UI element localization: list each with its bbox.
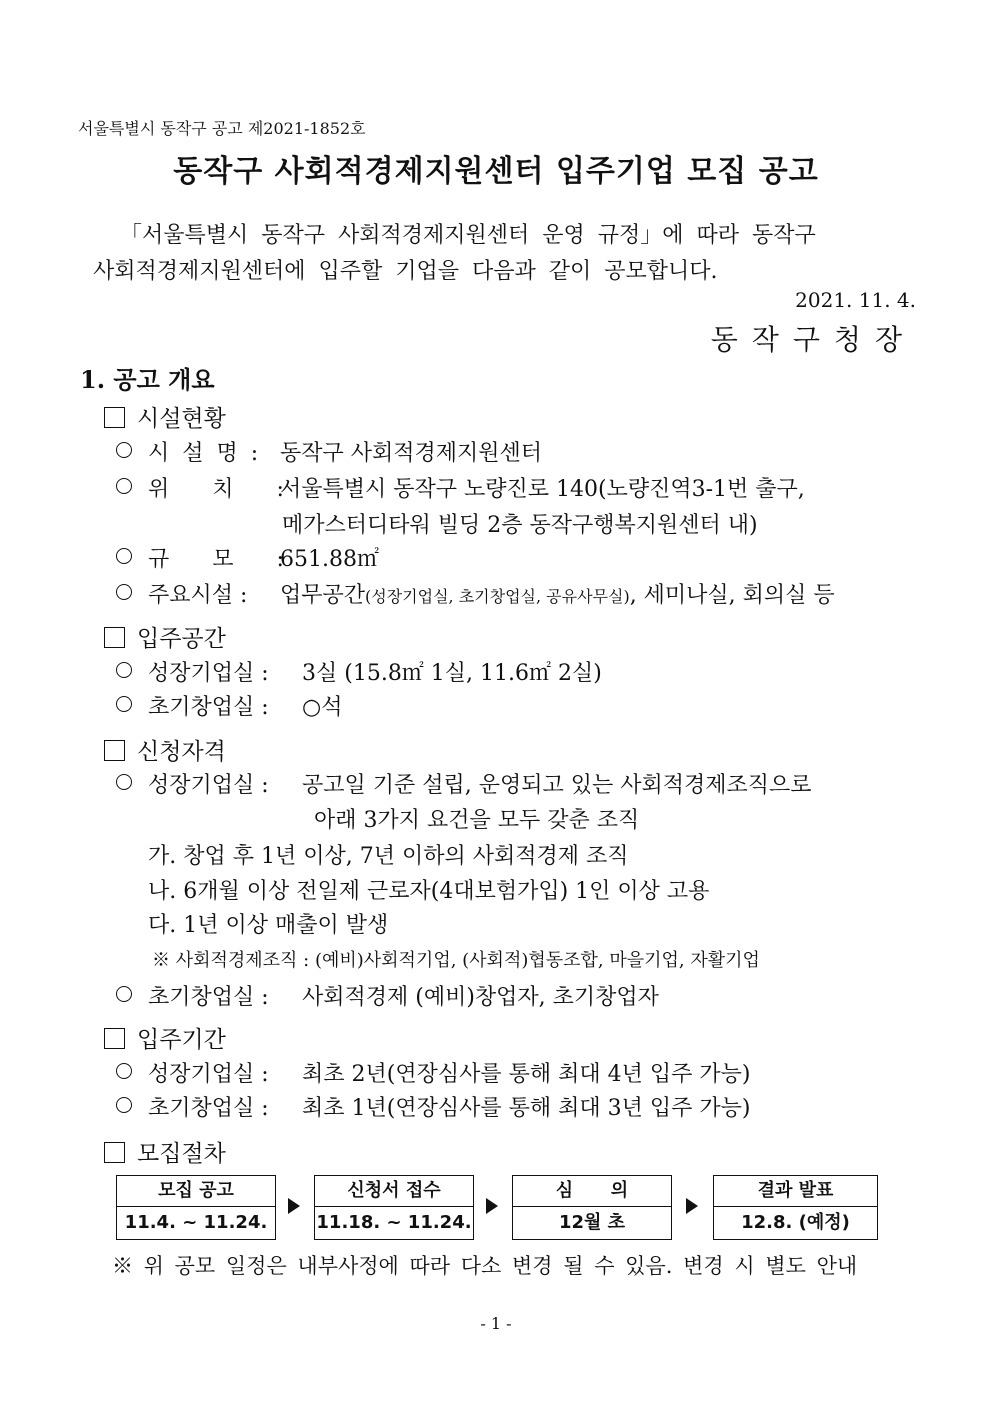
notice-date: 2021. 11. 4. bbox=[795, 288, 916, 312]
facility-heading: 시설현황 bbox=[104, 400, 226, 433]
step-period: 11.4. ~ 11.24. bbox=[124, 1212, 268, 1233]
procedure-step-1 bbox=[116, 1175, 276, 1240]
eligibility-heading: 신청자격 bbox=[104, 733, 226, 766]
circle-bullet-icon bbox=[116, 774, 132, 790]
signer: 동작구청장 bbox=[710, 323, 916, 356]
period-heading: 입주기간 bbox=[104, 1021, 226, 1054]
space-growth-item: 성장기업실 : 3실 (15.8㎡ 1실, 11.6㎡ 2실) bbox=[116, 656, 602, 687]
circle-bullet-icon bbox=[116, 584, 132, 600]
step-label: 심 의 bbox=[513, 1176, 671, 1207]
space-heading: 입주공간 bbox=[104, 620, 226, 653]
page-number: - 1 - bbox=[480, 1314, 512, 1333]
facility-main-item: 주요시설 : 업무공간(성장기업실, 초기창업실, 공유사무실), 세미나실, 회의실 등 bbox=[116, 578, 835, 609]
space-startup-item: 초기창업실 : ○석 bbox=[116, 690, 342, 721]
requirement-b: 나. 6개월 이상 전일제 근로자(4대보험가입) 1인 이상 고용 bbox=[148, 879, 710, 904]
eligibility-note: ※ 사회적경제조직 : (예비)사회적기업, (사회적)협동조합, 마을기업, 자활기업 bbox=[152, 950, 760, 971]
circle-bullet-icon bbox=[116, 1063, 132, 1079]
facility-location-item: 위 치 :서울특별시 동작구 노량진로 140(노량진역3-1번 출구, bbox=[116, 472, 805, 503]
circle-bullet-icon bbox=[116, 986, 132, 1002]
page-title: 동작구 사회적경제지원센터 입주기업 모집 공고 bbox=[173, 154, 819, 189]
step-period: 12.8. (예정) bbox=[741, 1212, 850, 1233]
circle-bullet-icon bbox=[116, 478, 132, 494]
period-growth-item: 성장기업실 : 최초 2년(연장심사를 통해 최대 4년 입주 가능) bbox=[116, 1057, 750, 1088]
requirement-c: 다. 1년 이상 매출이 발생 bbox=[148, 913, 389, 938]
step-period: 11.18. ~ 11.24. bbox=[316, 1212, 472, 1233]
step-label: 모집 공고 bbox=[117, 1176, 275, 1207]
facility-name-item: 시 설 명 : 동작구 사회적경제지원센터 bbox=[116, 436, 542, 467]
circle-bullet-icon bbox=[116, 1097, 132, 1113]
notice-number: 서울특별시 동작구 공고 제2021-1852호 bbox=[78, 119, 366, 138]
checkbox-square-icon bbox=[104, 1142, 125, 1163]
checkbox-square-icon bbox=[104, 407, 125, 428]
checkbox-square-icon bbox=[104, 627, 125, 648]
eligibility-growth-item: 성장기업실 : 공고일 기준 설립, 운영되고 있는 사회적경제조직으로 bbox=[116, 768, 812, 799]
arrow-right-icon bbox=[288, 1198, 300, 1214]
section-1-title: 1. 공고 개요 bbox=[80, 365, 215, 394]
requirement-a: 가. 창업 후 1년 이상, 7년 이하의 사회적경제 조직 bbox=[148, 844, 629, 869]
circle-bullet-icon bbox=[116, 548, 132, 564]
procedure-step-3 bbox=[512, 1175, 672, 1240]
period-startup-item: 초기창업실 : 최초 1년(연장심사를 통해 최대 3년 입주 가능) bbox=[116, 1091, 750, 1122]
step-label: 신청서 접수 bbox=[315, 1176, 473, 1207]
intro-line-1: 「서울특별시 동작구 사회적경제지원센터 운영 규정」에 따라 동작구 bbox=[120, 223, 816, 248]
arrow-right-icon bbox=[686, 1198, 698, 1214]
eligibility-startup-item: 초기창업실 : 사회적경제 (예비)창업자, 초기창업자 bbox=[116, 980, 659, 1011]
circle-bullet-icon bbox=[116, 696, 132, 712]
procedure-footnote: ※ 위 공모 일정은 내부사정에 따라 다소 변경 될 수 있음. 변경 시 별도 안내 bbox=[112, 1254, 858, 1278]
circle-bullet-icon bbox=[116, 442, 132, 458]
circle-bullet-icon bbox=[116, 662, 132, 678]
arrow-right-icon bbox=[486, 1198, 498, 1214]
checkbox-square-icon bbox=[104, 740, 125, 761]
procedure-heading: 모집절차 bbox=[104, 1135, 226, 1168]
procedure-step-4 bbox=[713, 1175, 878, 1240]
intro-line-2: 사회적경제지원센터에 입주할 기업을 다음과 같이 공모합니다. bbox=[93, 259, 718, 284]
eligibility-growth-line2: 아래 3가지 요건을 모두 갖춘 조직 bbox=[314, 808, 640, 833]
checkbox-square-icon bbox=[104, 1028, 125, 1049]
step-period: 12월 초 bbox=[558, 1212, 626, 1233]
procedure-step-2 bbox=[314, 1175, 474, 1240]
step-label: 결과 발표 bbox=[714, 1176, 877, 1207]
facility-size-item: 규 모 :651.88㎡ bbox=[116, 542, 379, 573]
facility-location-line2: 메가스터디타워 빌딩 2층 동작구행복지원센터 내) bbox=[282, 513, 758, 538]
